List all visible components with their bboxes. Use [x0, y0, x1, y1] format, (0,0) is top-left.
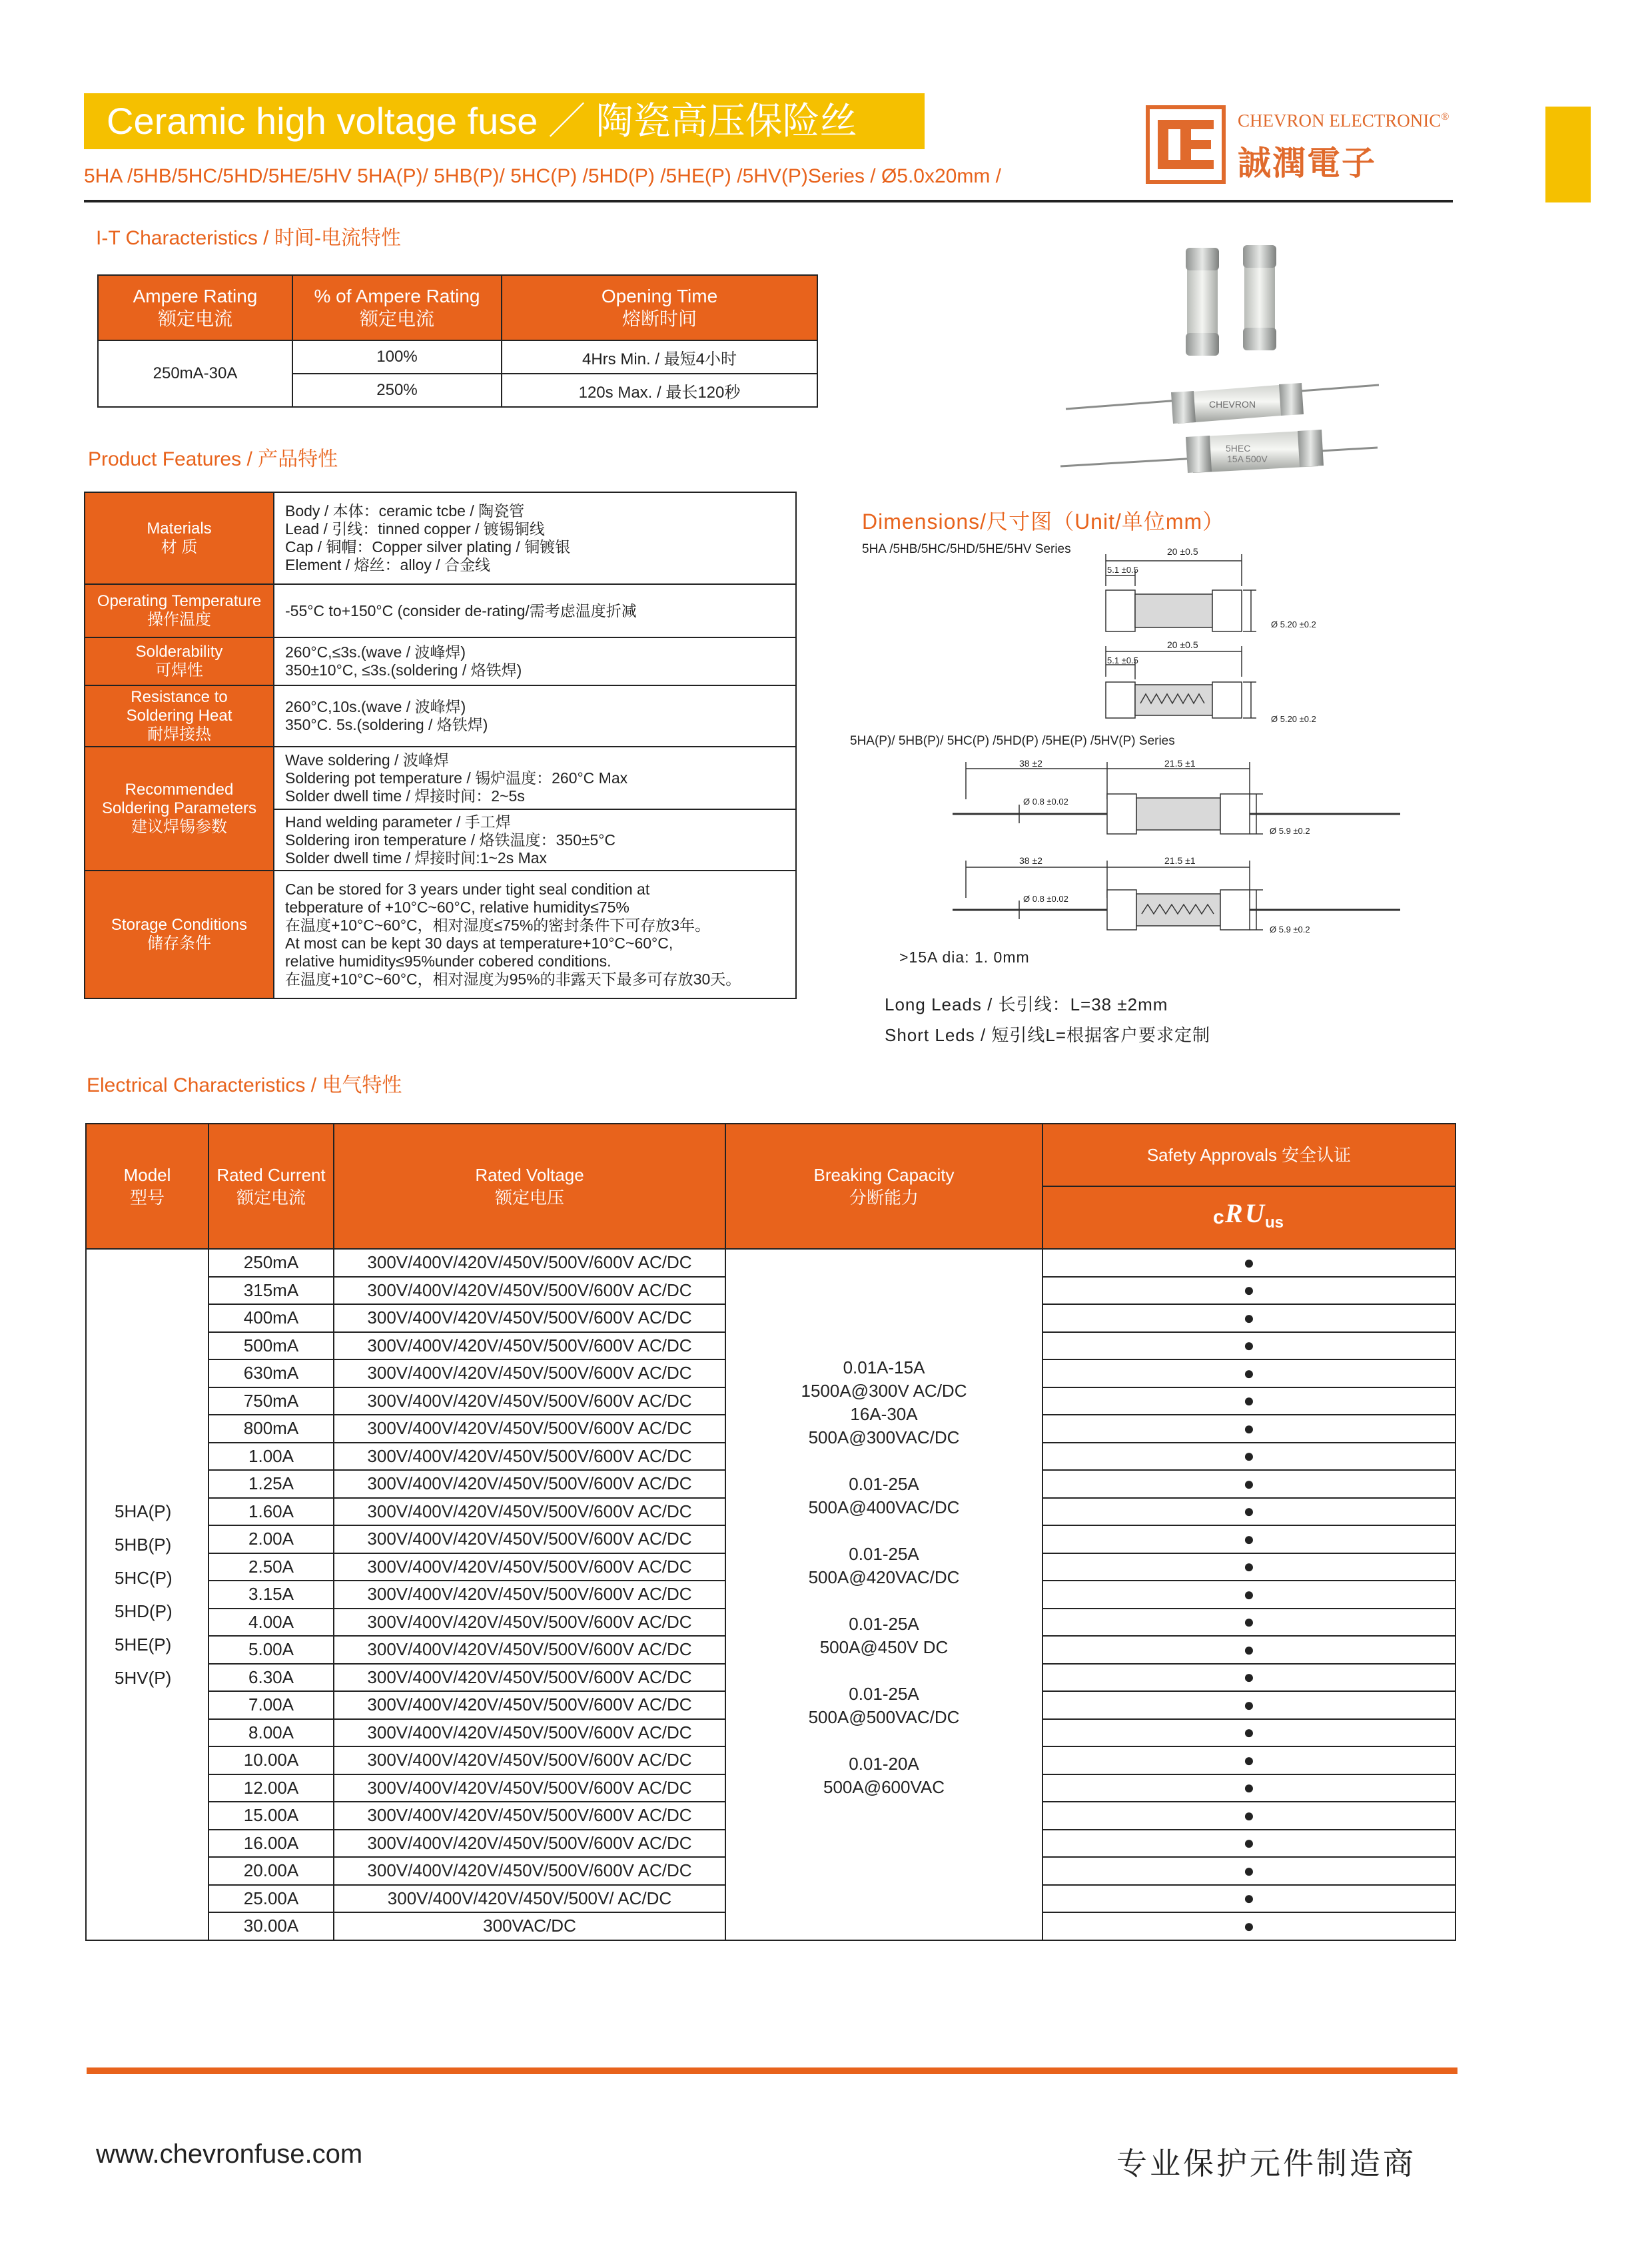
svg-text:5HEC: 5HEC	[1226, 443, 1251, 454]
dim-diameter-b2: Ø 5.9 ±0.2	[1270, 925, 1310, 934]
rated-voltage-cell: 300V/400V/420V/450V/500V/600V AC/DC	[334, 1664, 725, 1692]
it-time: 120s Max. / 最长120秒	[502, 374, 817, 407]
rated-current-cell: 630mA	[208, 1359, 334, 1387]
dim-length-a2: 20 ±0.5	[1167, 639, 1198, 650]
safety-approval-mark: ●	[1042, 1912, 1455, 1940]
rated-current-cell: 500mA	[208, 1332, 334, 1360]
svg-text:us: us	[1265, 1214, 1284, 1232]
brand-logo-icon	[1146, 105, 1226, 184]
safety-approval-mark: ●	[1042, 1664, 1455, 1692]
operating-temp-label: Operating Temperature 操作温度	[85, 584, 274, 637]
breaking-capacity-line: 500A@450V DC	[819, 1637, 949, 1657]
breaking-capacity-line: 0.01-25A	[849, 1614, 919, 1634]
dimension-drawing-b	[953, 753, 1406, 946]
rated-current-cell: 12.00A	[208, 1774, 334, 1802]
rated-voltage-cell: 300V/400V/420V/450V/500V/600V AC/DC	[334, 1719, 725, 1747]
rated-current-cell: 10.00A	[208, 1746, 334, 1774]
rated-voltage-cell: 300V/400V/420V/450V/500V/600V AC/DC	[334, 1498, 725, 1526]
rated-current-cell: 1.60A	[208, 1498, 334, 1526]
electrical-section-title: Electrical Characteristics / 电气特性	[87, 1074, 402, 1096]
rated-current-cell: 8.00A	[208, 1719, 334, 1747]
wave-soldering-value: Wave soldering / 波峰焊 Soldering pot temperature / 锡炉温度：260°C Max Solder dwell time / 焊接时间：2~5s	[274, 747, 796, 809]
safety-approval-mark: ●	[1042, 1746, 1455, 1774]
rated-voltage-cell: 300V/400V/420V/450V/500V/600V AC/DC	[334, 1802, 725, 1830]
breaking-capacity-line: 500A@400VAC/DC	[808, 1497, 960, 1517]
rated-current-cell: 15.00A	[208, 1802, 334, 1830]
safety-approval-mark: ●	[1042, 1636, 1455, 1664]
recommended-soldering-label: Recommended Soldering Parameters 建议焊锡参数	[85, 747, 274, 871]
footer-divider	[87, 2067, 1457, 2074]
resistance-heat-label: Resistance to Soldering Heat 耐焊接热	[85, 685, 274, 747]
model-name: 5HA(P)	[115, 1501, 172, 1521]
rated-current-cell: 3.15A	[208, 1581, 334, 1609]
features-section-title: Product Features / 产品特性	[88, 448, 338, 470]
rated-voltage-cell: 300V/400V/420V/450V/500V/600V AC/DC	[334, 1304, 725, 1332]
series-subtitle: 5HA /5HB/5HC/5HD/5HE/5HV 5HA(P)/ 5HB(P)/ 5HC(P) /5HD(P) /5HE(P) /5HV(P)Series / Ø5.0x20mm /	[84, 165, 1002, 187]
it-header-percent: % of Ampere Rating 额定电流	[292, 275, 502, 340]
rated-current-cell: 20.00A	[208, 1857, 334, 1885]
rated-current-cell: 7.00A	[208, 1691, 334, 1719]
dimensions-series-a: 5HA /5HB/5HC/5HD/5HE/5HV Series	[862, 542, 1071, 556]
rated-voltage-cell: 300V/400V/420V/450V/500V/600V AC/DC	[334, 1691, 725, 1719]
it-percent: 250%	[292, 374, 502, 407]
rated-voltage-cell: 300V/400V/420V/450V/500V/600V AC/DC	[334, 1746, 725, 1774]
rated-current-cell: 800mA	[208, 1415, 334, 1443]
safety-approval-mark: ●	[1042, 1443, 1455, 1471]
breaking-capacity-line: 0.01-25A	[849, 1544, 919, 1564]
breaking-capacity-line: 16A-30A	[850, 1404, 918, 1424]
rated-voltage-cell: 300V/400V/420V/450V/500V/600V AC/DC	[334, 1857, 725, 1885]
safety-approval-mark: ●	[1042, 1581, 1455, 1609]
header-rated-current: Rated Current 额定电流	[208, 1124, 334, 1249]
model-name: 5HB(P)	[115, 1534, 172, 1555]
rated-current-cell: 1.25A	[208, 1470, 334, 1498]
rated-current-cell: 1.00A	[208, 1443, 334, 1471]
rated-voltage-cell: 300V/400V/420V/450V/500V/600V AC/DC	[334, 1249, 725, 1277]
rated-voltage-cell: 300V/400V/420V/450V/500V/600V AC/DC	[334, 1332, 725, 1360]
rated-voltage-cell: 300V/400V/420V/450V/500V/600V AC/DC	[334, 1636, 725, 1664]
safety-approval-mark: ●	[1042, 1719, 1455, 1747]
ul-certification-icon	[1042, 1186, 1455, 1249]
safety-approval-mark: ●	[1042, 1498, 1455, 1526]
model-name: 5HC(P)	[115, 1567, 173, 1588]
breaking-capacity-line	[726, 1729, 1042, 1752]
rated-voltage-cell: 300V/400V/420V/450V/500V/600V AC/DC	[334, 1774, 725, 1802]
rated-current-cell: 4.00A	[208, 1609, 334, 1637]
rated-voltage-cell: 300V/400V/420V/450V/500V/600V AC/DC	[334, 1525, 725, 1553]
rated-voltage-cell: 300V/400V/420V/450V/500V/600V AC/DC	[334, 1470, 725, 1498]
it-percent: 100%	[292, 340, 502, 374]
breaking-capacity-line	[726, 1449, 1042, 1473]
materials-value: Body / 本体：ceramic tcbe / 陶瓷管 Lead / 引线：tinned copper / 镀锡铜线 Cap / 铜帽：Copper silver plating / 铜镀银 Element / 熔丝：alloy / 合金线	[274, 492, 796, 584]
features-table	[84, 492, 797, 999]
dim-body-length-b2: 21.5 ±1	[1164, 855, 1196, 866]
rated-current-cell: 30.00A	[208, 1912, 334, 1940]
safety-approval-mark: ●	[1042, 1387, 1455, 1415]
it-header-ampere: Ampere Rating 额定电流	[98, 275, 292, 340]
safety-approval-mark: ●	[1042, 1525, 1455, 1553]
resistance-heat-value: 260°C,10s.(wave / 波峰焊) 350°C. 5s.(soldering / 烙铁焊)	[274, 685, 796, 747]
svg-text:c: c	[1213, 1206, 1224, 1228]
header-rated-voltage: Rated Voltage 额定电压	[334, 1124, 725, 1249]
rated-voltage-cell: 300VAC/DC	[334, 1912, 725, 1940]
rated-current-cell: 400mA	[208, 1304, 334, 1332]
dim-diameter-a: Ø 5.20 ±0.2	[1271, 619, 1316, 629]
breaking-capacity-line: 500A@600VAC	[823, 1777, 945, 1797]
solderability-label: Solderability 可焊性	[85, 637, 274, 685]
dimensions-title: Dimensions/尺寸图（Unit/单位mm）	[862, 510, 1225, 534]
hand-welding-value: Hand welding parameter / 手工焊 Soldering iron temperature / 烙铁温度：350±5°C Solder dwell time / 焊接时间:1~2s Max	[274, 809, 796, 871]
safety-approval-mark: ●	[1042, 1830, 1455, 1858]
dim-lead-diameter-b2: Ø 0.8 ±0.02	[1023, 894, 1068, 904]
rated-current-cell: 750mA	[208, 1387, 334, 1415]
svg-text:CHEVRON: CHEVRON	[1209, 399, 1256, 410]
svg-text:R: R	[1225, 1198, 1243, 1228]
model-name: 5HE(P)	[115, 1634, 172, 1655]
header-safety-approvals: Safety Approvals 安全认证	[1042, 1124, 1455, 1186]
rated-current-cell: 250mA	[208, 1249, 334, 1277]
rated-voltage-cell: 300V/400V/420V/450V/500V/600V AC/DC	[334, 1443, 725, 1471]
dim-body-length-b: 21.5 ±1	[1164, 758, 1196, 769]
dimensions-series-b: 5HA(P)/ 5HB(P)/ 5HC(P) /5HD(P) /5HE(P) /5HV(P) Series	[850, 734, 1175, 748]
breaking-capacity-line: 500A@300VAC/DC	[808, 1427, 960, 1447]
safety-approval-mark: ●	[1042, 1332, 1455, 1360]
rated-current-cell: 25.00A	[208, 1885, 334, 1913]
materials-label: Materials 材 质	[85, 492, 274, 584]
it-rating: 250mA-30A	[98, 340, 292, 407]
operating-temp-value: -55°C to+150°C (consider de-rating/需考虑温度折减	[274, 584, 796, 637]
rated-current-cell: 315mA	[208, 1277, 334, 1305]
safety-approval-mark: ●	[1042, 1857, 1455, 1885]
model-name: 5HV(P)	[115, 1667, 172, 1688]
breaking-capacity-line: 0.01-25A	[849, 1474, 919, 1494]
website-link[interactable]: www.chevronfuse.com	[96, 2139, 363, 2169]
rated-current-cell: 2.50A	[208, 1553, 334, 1581]
safety-approval-mark: ●	[1042, 1691, 1455, 1719]
safety-approval-mark: ●	[1042, 1249, 1455, 1277]
it-section-title: I-T Characteristics / 时间-电流特性	[96, 227, 401, 249]
model-name: 5HD(P)	[115, 1601, 173, 1621]
svg-text:15A 500V: 15A 500V	[1227, 454, 1268, 464]
rated-current-cell: 5.00A	[208, 1636, 334, 1664]
rated-voltage-cell: 300V/400V/420V/450V/500V/600V AC/DC	[334, 1387, 725, 1415]
page-tab-marker	[1545, 107, 1591, 202]
header-model: Model 型号	[86, 1124, 208, 1249]
breaking-capacity-cell	[725, 1249, 1042, 1940]
dim-lead-length-b2: 38 ±2	[1019, 855, 1042, 866]
rated-voltage-cell: 300V/400V/420V/450V/500V/600V AC/DC	[334, 1609, 725, 1637]
safety-approval-mark: ●	[1042, 1415, 1455, 1443]
storage-conditions-value: Can be stored for 3 years under tight seal condition at tebperature of +10°C~60°C, relative humidity≤75% 在温度+10°C~60°C，相对湿度≤75%的密封条件下可存放3年。 At most can be kept 30 days at temperature+10°C~60°C, relative humidity≤95%under cobered conditions. 在温度+10°C~60°C，相对湿度为95%的非露天下最多可存放30天。	[274, 871, 796, 998]
breaking-capacity-line: 0.01-20A	[849, 1754, 919, 1774]
dim-cap-a: 5.1 ±0.5	[1107, 565, 1138, 575]
dim-lead-length-b: 38 ±2	[1019, 758, 1042, 769]
breaking-capacity-line	[726, 1519, 1042, 1543]
rated-current-cell: 2.00A	[208, 1525, 334, 1553]
safety-approval-mark: ●	[1042, 1802, 1455, 1830]
safety-approval-mark: ●	[1042, 1470, 1455, 1498]
page-title: Ceramic high voltage fuse ／ 陶瓷高压保险丝	[107, 100, 857, 142]
lead-diameter-note: >15A dia: 1. 0mm	[899, 948, 1030, 966]
rated-current-cell: 6.30A	[208, 1664, 334, 1692]
breaking-capacity-line	[726, 1589, 1042, 1613]
solderability-value: 260°C,≤3s.(wave / 波峰焊) 350±10°C, ≤3s.(soldering / 烙铁焊)	[274, 637, 796, 685]
breaking-capacity-line: 0.01-25A	[849, 1684, 919, 1704]
rated-current-cell: 16.00A	[208, 1830, 334, 1858]
fuse-product-photo	[1059, 240, 1379, 480]
model-list	[86, 1249, 208, 1940]
dim-lead-diameter-b: Ø 0.8 ±0.02	[1023, 797, 1068, 807]
it-time: 4Hrs Min. / 最短4小时	[502, 340, 817, 374]
svg-text:U: U	[1245, 1198, 1264, 1228]
header-breaking-capacity: Breaking Capacity 分断能力	[725, 1124, 1042, 1249]
rated-voltage-cell: 300V/400V/420V/450V/500V/600V AC/DC	[334, 1553, 725, 1581]
dim-diameter-a2: Ø 5.20 ±0.2	[1271, 714, 1316, 724]
breaking-capacity-line: 500A@420VAC/DC	[808, 1567, 960, 1587]
short-leads-note: Short Leds / 短引线L=根据客户要求定制	[885, 1025, 1211, 1045]
brand-name-cn: 誠潤電子	[1238, 145, 1376, 182]
safety-approval-mark: ●	[1042, 1304, 1455, 1332]
rated-voltage-cell: 300V/400V/420V/450V/500V/600V AC/DC	[334, 1415, 725, 1443]
dim-cap-a2: 5.1 ±0.5	[1107, 655, 1138, 665]
table-row	[86, 1249, 1455, 1277]
long-leads-note: Long Leads / 长引线：L=38 ±2mm	[885, 994, 1168, 1014]
rated-voltage-cell: 300V/400V/420V/450V/500V/600V AC/DC	[334, 1830, 725, 1858]
electrical-table	[85, 1123, 1456, 1941]
brand-name-en: CHEVRON ELECTRONIC®	[1238, 111, 1449, 131]
rated-voltage-cell: 300V/400V/420V/450V/500V/600V AC/DC	[334, 1359, 725, 1387]
breaking-capacity-line	[726, 1659, 1042, 1682]
safety-approval-mark: ●	[1042, 1553, 1455, 1581]
safety-approval-mark: ●	[1042, 1359, 1455, 1387]
rated-voltage-cell: 300V/400V/420V/450V/500V/ AC/DC	[334, 1885, 725, 1913]
rated-voltage-cell: 300V/400V/420V/450V/500V/600V AC/DC	[334, 1277, 725, 1305]
it-header-time: Opening Time 熔断时间	[502, 275, 817, 340]
safety-approval-mark: ●	[1042, 1277, 1455, 1305]
storage-conditions-label: Storage Conditions 储存条件	[85, 871, 274, 998]
header-divider	[84, 200, 1453, 202]
breaking-capacity-line: 500A@500VAC/DC	[808, 1707, 960, 1727]
safety-approval-mark: ●	[1042, 1774, 1455, 1802]
safety-approval-mark: ●	[1042, 1885, 1455, 1913]
breaking-capacity-line: 1500A@300V AC/DC	[801, 1381, 967, 1401]
dim-length-a: 20 ±0.5	[1167, 546, 1198, 557]
breaking-capacity-line: 0.01A-15A	[843, 1357, 925, 1377]
it-table	[97, 274, 818, 408]
footer-slogan: 专业保护元件制造商	[1116, 2146, 1416, 2181]
rated-voltage-cell: 300V/400V/420V/450V/500V/600V AC/DC	[334, 1581, 725, 1609]
dim-diameter-b: Ø 5.9 ±0.2	[1270, 826, 1310, 836]
safety-approval-mark: ●	[1042, 1609, 1455, 1637]
